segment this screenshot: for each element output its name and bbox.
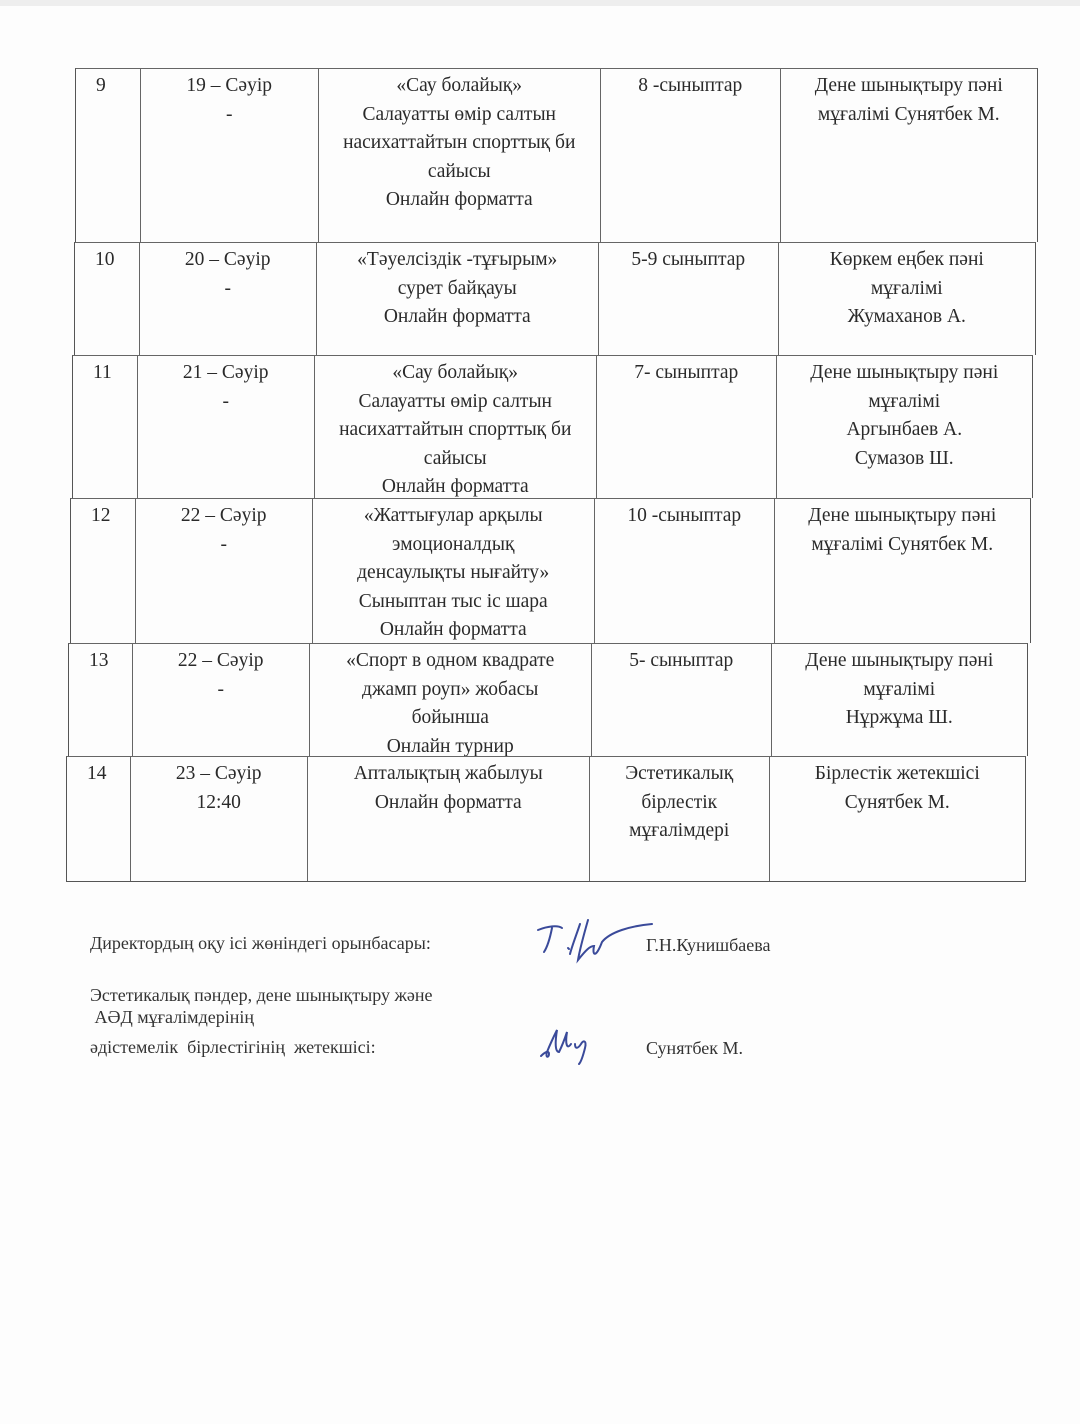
participants-line: 7- сыныптар (634, 362, 739, 383)
responsible-person-cell (772, 644, 1027, 756)
participants-cell (599, 243, 779, 355)
event-name-line: насихаттайтын спорттық би (339, 419, 572, 441)
event-name-line: Онлайн форматта (374, 791, 522, 813)
responsible-person-line: Нұржұма Ш. (845, 707, 953, 729)
event-date-line: 12:40 (196, 791, 241, 813)
head-title-line-1: Эстетикалық пәндер, дене шынықтыру және (90, 985, 433, 1005)
table-row (70, 498, 1031, 643)
row-number-cell: 9 (76, 69, 141, 242)
responsible-person-cell (775, 499, 1030, 643)
event-date-line: 22 – Сәуір (177, 650, 264, 671)
responsible-person-line: Дене шынықтыру пәні (808, 505, 997, 526)
head-title-line-2: АӘД мұғалімдерінің (90, 1007, 254, 1027)
responsible-person-line: мұғалімі (870, 277, 943, 299)
responsible-person-line: мұғалімі Сунятбек М. (817, 103, 1000, 125)
event-name-line: сайысы (427, 160, 491, 182)
participants-cell (595, 499, 775, 643)
participants-line: Эстетикалық (625, 763, 734, 784)
event-date-cell (138, 356, 315, 498)
head-title-line-3: әдістемелік бірлестігінің жетекшісі: (90, 1037, 376, 1057)
event-date-line: 20 – Сәуір (184, 249, 271, 270)
row-number-cell: 14 (67, 757, 131, 881)
event-name-line: «Жаттығулар арқылы (363, 505, 543, 526)
deputy-name: Г.Н.Кунишбаева (646, 935, 771, 955)
table-row (75, 68, 1038, 242)
event-name-line: бойынша (411, 707, 489, 729)
event-name-line: сайысы (423, 447, 487, 469)
table-row (74, 242, 1036, 355)
table-row (72, 355, 1033, 498)
event-name-line: Онлайн турнир (386, 735, 514, 757)
deputy-signature (530, 912, 660, 972)
participants-line: мұғалімдері (629, 820, 730, 842)
responsible-person-line: Бірлестік жетекшісі (814, 763, 980, 784)
event-date-cell (131, 757, 308, 881)
event-date-line: 22 – Сәуір (180, 505, 267, 526)
event-name-line: Апталықтың жабылуы (353, 763, 543, 784)
event-name-line: эмоционалдық (392, 533, 515, 555)
participants-cell (590, 757, 770, 881)
event-name-line: Салауатты өмір салтын (362, 103, 556, 125)
event-date-line: 23 – Сәуір (175, 763, 262, 784)
responsible-person-line: Аргынбаев А. (846, 419, 963, 441)
participants-cell (597, 356, 777, 498)
participants-line: 10 -сыныптар (627, 505, 742, 526)
event-name-line: джамп роуп» жобасы (362, 678, 539, 700)
head-name: Сунятбек М. (646, 1038, 743, 1058)
event-name-line: сурет байқауы (397, 277, 517, 299)
event-name-cell (319, 69, 601, 242)
event-date-cell (140, 243, 317, 355)
responsible-person-line: Дене шынықтыру пәні (805, 650, 994, 671)
event-name-line: Онлайн форматта (383, 306, 531, 328)
responsible-person-line: мұғалімі (863, 678, 936, 700)
responsible-person-line: мұғалімі (868, 390, 941, 412)
event-name-line: насихаттайтын спорттық би (343, 132, 576, 154)
responsible-person-cell (779, 243, 1035, 355)
event-date-line: - (217, 678, 224, 700)
event-date-cell (133, 644, 310, 756)
event-name-cell (313, 499, 595, 643)
table-row (66, 756, 1026, 882)
participants-line: бірлестік (641, 791, 718, 813)
row-number-cell: 11 (73, 356, 138, 498)
event-name-cell (308, 757, 590, 881)
row-number-cell: 12 (71, 499, 136, 643)
event-name-line: Онлайн форматта (379, 619, 527, 641)
event-date-line: - (225, 103, 233, 125)
event-date-cell (141, 69, 319, 242)
participants-line: 5-9 сыныптар (631, 249, 746, 270)
event-name-line: «Сау болайық» (392, 362, 519, 383)
event-date-line: 19 – Сәуір (186, 75, 273, 96)
event-name-line: Онлайн форматта (381, 476, 529, 498)
responsible-person-line: Сумазов Ш. (854, 447, 954, 469)
table-row (68, 643, 1028, 756)
participants-cell (592, 644, 772, 756)
event-name-line: «Сау болайық» (396, 75, 523, 96)
responsible-person-line: Жумаханов А. (847, 306, 966, 328)
scan-top-edge (0, 0, 1080, 6)
deputy-title: Директордың оқу ісі жөніндегі орынбасары: (90, 933, 431, 953)
event-name-line: Сыныптан тыс іс шара (358, 590, 548, 612)
event-name-cell (310, 644, 592, 756)
participants-line: 8 -сыныптар (638, 75, 743, 96)
event-name-cell (315, 356, 597, 498)
event-date-line: 21 – Сәуір (182, 362, 269, 383)
responsible-person-cell (770, 757, 1025, 881)
row-number-cell: 10 (75, 243, 140, 355)
event-date-cell (136, 499, 313, 643)
responsible-person-cell (777, 356, 1032, 498)
responsible-person-line: мұғалімі Сунятбек М. (811, 533, 994, 555)
participants-line: 5- сыныптар (629, 650, 734, 671)
responsible-person-line: Сунятбек М. (844, 791, 950, 813)
event-date-line: - (222, 390, 229, 412)
event-name-line: Салауатты өмір салтын (358, 390, 552, 412)
responsible-person-line: Дене шынықтыру пәні (814, 75, 1003, 96)
event-name-line: «Тәуелсіздік -тұғырым» (357, 249, 558, 270)
event-name-cell (317, 243, 599, 355)
event-date-line: - (224, 277, 231, 299)
event-name-line: денсаулықты нығайту» (357, 562, 550, 584)
head-signature (535, 1022, 605, 1066)
responsible-person-line: Дене шынықтыру пәні (810, 362, 999, 383)
event-name-line: Онлайн форматта (385, 189, 533, 211)
responsible-person-cell (781, 69, 1037, 242)
event-date-line: - (220, 533, 227, 555)
responsible-person-line: Көркем еңбек пәні (829, 249, 984, 270)
row-number-cell: 13 (69, 644, 133, 756)
event-name-line: «Спорт в одном квадрате (346, 650, 555, 671)
participants-cell (601, 69, 781, 242)
